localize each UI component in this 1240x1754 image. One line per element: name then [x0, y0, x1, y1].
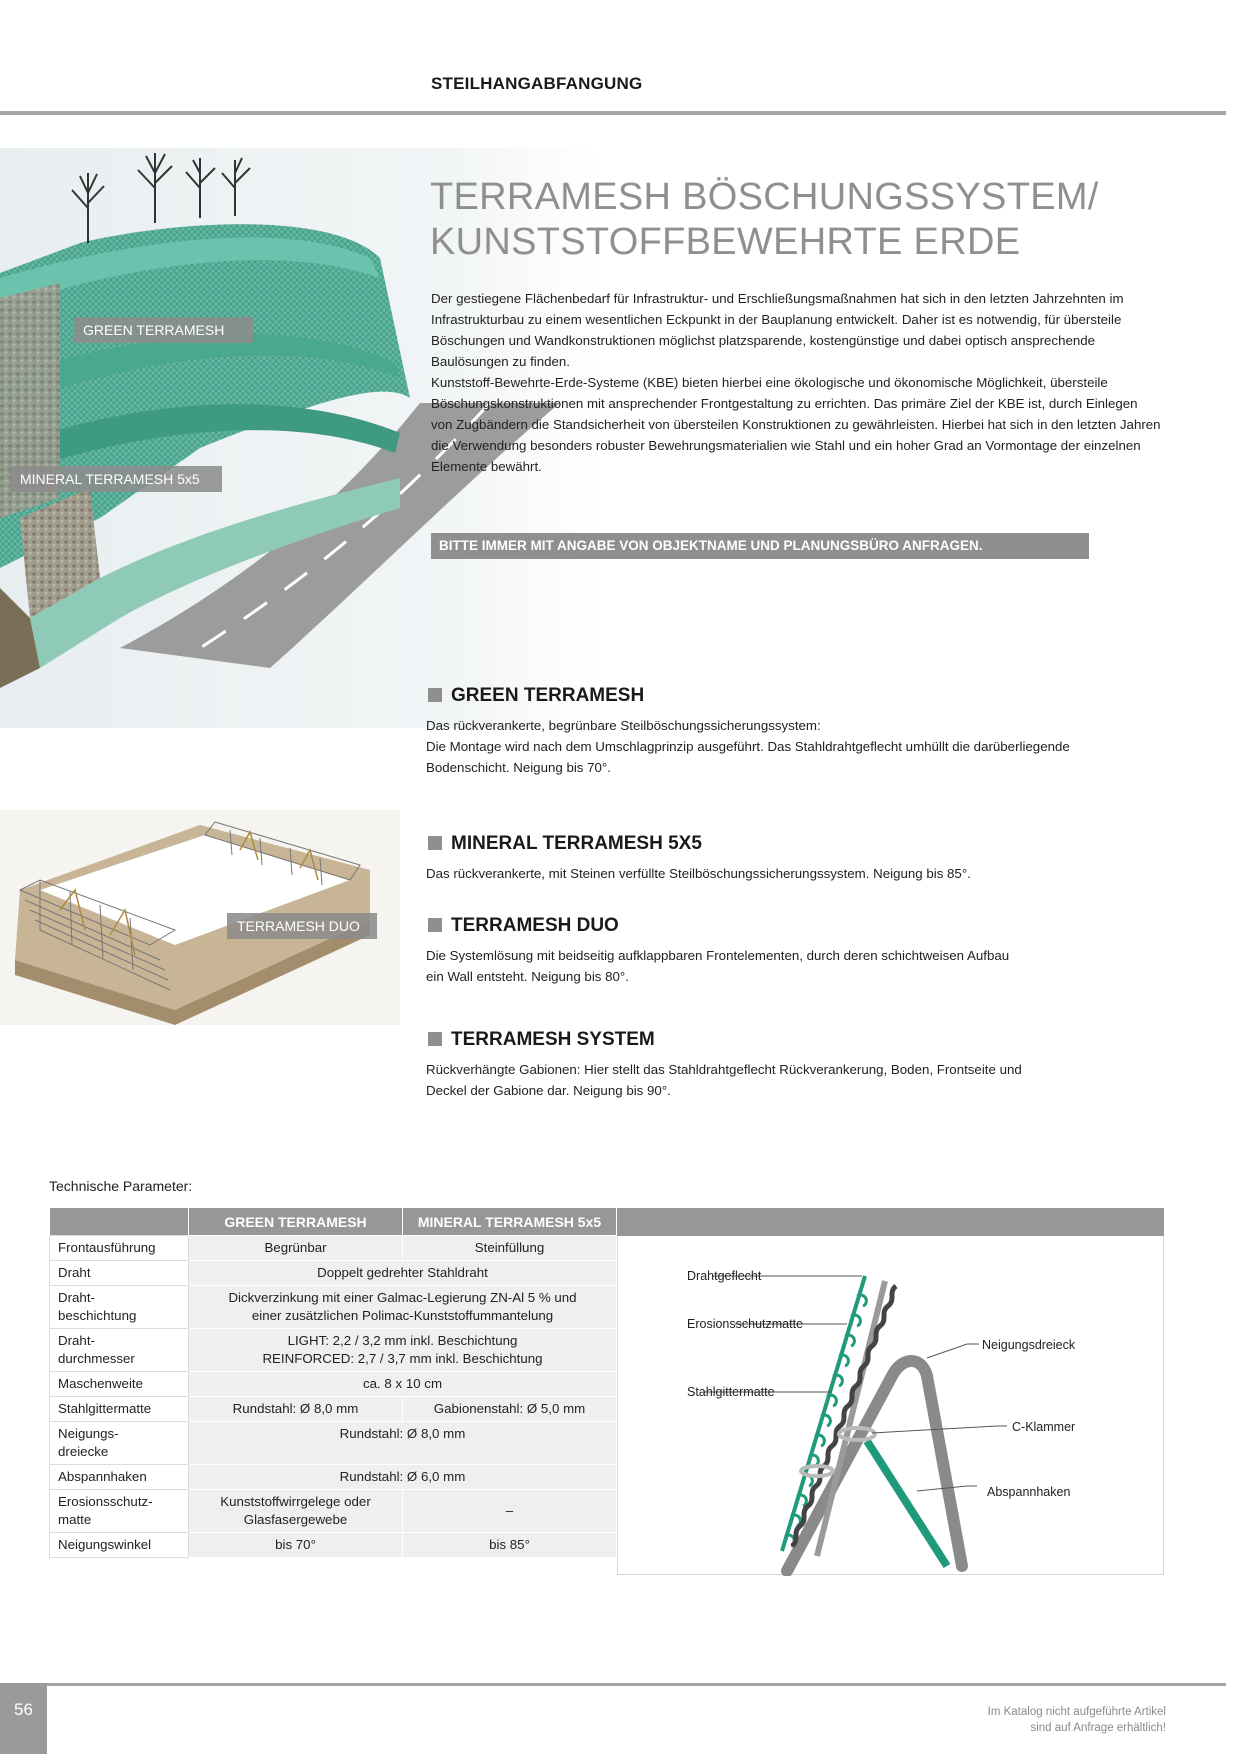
- inquiry-notice: BITTE IMMER MIT ANGABE VON OBJEKTNAME UND PLANUNGSBÜRO ANFRAGEN.: [431, 533, 1089, 559]
- bullet-square-icon: [428, 1032, 442, 1046]
- table-row: [50, 1533, 617, 1558]
- product-heading-duo: [428, 915, 619, 937]
- table-row: [50, 1329, 617, 1372]
- cell-shared: Doppelt gedrehter Stahldraht: [189, 1261, 617, 1286]
- row-header: [50, 1286, 189, 1329]
- cell-green: Begrünbar: [189, 1236, 403, 1261]
- product-text-system: [426, 1059, 1026, 1101]
- cell-shared: Rundstahl: Ø 6,0 mm: [189, 1465, 617, 1490]
- diagram-label-c-klammer: C-Klammer: [1012, 1420, 1076, 1434]
- diagram-label-abspannhaken: Abspannhaken: [987, 1485, 1071, 1499]
- row-header-line: beschichtung: [58, 1308, 137, 1323]
- diagram-label-erosionsschutzmatte: Erosionsschutzmatte: [687, 1317, 804, 1331]
- cell-green: bis 70°: [189, 1533, 403, 1558]
- label-mineral-terramesh: MINERAL TERRAMESH 5x5: [10, 466, 222, 492]
- row-header-line: matte: [58, 1512, 92, 1527]
- intro-paragraph-2: Kunststoff-Bewehrte-Erde-Systeme (KBE) bieten hierbei eine ökologische und ökonomische Möglichkeit, übersteile Böschungskonstruktionen mit ansprechender Frontgestaltung zu errichten. Das primäre Ziel der KBE ist, durch Einlegen von Zugbändern die Standsicherheit von übersteilen Konstruktionen zu gewährleisten. Hierbei hat sich in den letzten Jahren die Verwendung besonders robuster Bewehrungsmaterialien wie Stahl und ein hoher Grad an Vormontage der einzelnen Elemente bewährt.: [431, 375, 1161, 474]
- cell-mineral: Gabionenstahl: Ø 5,0 mm: [403, 1397, 617, 1422]
- product-desc-line: Die Systemlösung mit beidseitig aufklappbaren Frontelementen, durch deren schichtweisen Aufbau ein Wall entsteht. Neigung bis 80°.: [426, 948, 1010, 984]
- product-heading-system: [428, 1029, 655, 1051]
- table-header-green: GREEN TERRAMESH: [189, 1208, 403, 1236]
- table-row: [50, 1261, 617, 1286]
- cell-green: Rundstahl: Ø 8,0 mm: [189, 1397, 403, 1422]
- diagram-label-drahtgeflecht: Drahtgeflecht: [687, 1269, 762, 1283]
- cell-mineral: Steinfüllung: [403, 1236, 617, 1261]
- bullet-square-icon: [428, 918, 442, 932]
- row-header: Neigungswinkel: [50, 1533, 189, 1558]
- product-desc-line: Das rückverankerte, mit Steinen verfüllte Steilböschungssicherungssystem. Neigung bis 85°.: [426, 866, 971, 881]
- cell-line: einer zusätzlichen Polimac-Kunststoffummantelung: [251, 1308, 554, 1323]
- row-header: Frontausführung: [50, 1236, 189, 1261]
- row-header-line: Draht-: [58, 1333, 95, 1348]
- terramesh-component-diagram: [617, 1236, 1164, 1576]
- row-header: [50, 1422, 189, 1465]
- product-title: GREEN TERRAMESH: [451, 685, 645, 706]
- section-title: STEILHANGABFANGUNG: [431, 74, 643, 93]
- diagram-label-neigungsdreieck: Neigungsdreieck: [982, 1338, 1076, 1352]
- row-header: Draht: [50, 1261, 189, 1286]
- row-header: Abspannhaken: [50, 1465, 189, 1490]
- cell-line: Dickverzinkung mit einer Galmac-Legierung ZN-Al 5 % und: [228, 1290, 577, 1305]
- page-title: [430, 175, 1099, 265]
- header-divider: [0, 111, 1226, 115]
- product-text-mineral: [426, 863, 1146, 884]
- cell-shared: Rundstahl: Ø 8,0 mm: [189, 1422, 617, 1465]
- cell-green: [189, 1490, 403, 1533]
- cell-line: REINFORCED: 2,7 / 3,7 mm inkl. Beschichtung: [262, 1351, 543, 1366]
- row-header: [50, 1490, 189, 1533]
- table-row: [50, 1397, 617, 1422]
- product-title: TERRAMESH DUO: [451, 915, 619, 936]
- bullet-square-icon: [428, 836, 442, 850]
- intro-text: [431, 288, 1161, 477]
- cell-line: Glasfasergewebe: [243, 1512, 348, 1527]
- table-header-empty: [50, 1208, 189, 1236]
- product-desc-line: Rückverhängte Gabionen: Hier stellt das Stahldrahtgeflecht Rückverankerung, Boden, Frontseite und Deckel der Gabione dar. Neigung bis 90°.: [426, 1062, 1022, 1098]
- table-row: [50, 1236, 617, 1261]
- table-row: [50, 1372, 617, 1397]
- row-header-line: Neigungs-: [58, 1426, 119, 1441]
- row-header: Stahlgittermatte: [50, 1397, 189, 1422]
- row-header-line: Draht-: [58, 1290, 95, 1305]
- cell-shared: [189, 1286, 617, 1329]
- table-row: [50, 1490, 617, 1533]
- product-desc-line: Die Montage wird nach dem Umschlagprinzip ausgeführt. Das Stahldrahtgeflecht umhüllt die darüberliegende Bodenschicht. Neigung bis 70°.: [426, 739, 1070, 775]
- product-heading-green: [428, 685, 644, 707]
- row-header-line: dreiecke: [58, 1444, 109, 1459]
- cell-shared: ca. 8 x 10 cm: [189, 1372, 617, 1397]
- cell-line: LIGHT: 2,2 / 3,2 mm inkl. Beschichtung: [287, 1333, 518, 1348]
- row-header-line: durchmesser: [58, 1351, 135, 1366]
- tech-params-table: [49, 1208, 617, 1558]
- table-row: [50, 1422, 617, 1465]
- tech-params-label: Technische Parameter:: [49, 1178, 193, 1194]
- footer-divider: [47, 1683, 1226, 1686]
- intro-paragraph-1: Der gestiegene Flächenbedarf für Infrastruktur- und Erschließungsmaßnahmen hat sich in den letzten Jahrzehnten im Infrastrukturbau zu einem wesentlichen Eckpunkt in der Bauplanung entwickelt. Daher ist es notwendig, für übersteile Böschungen und Wandkonstruktionen möglichst platzsparende, kostengünstige und dabei optisch ansprechende Baulösungen zu finden.: [431, 291, 1124, 369]
- table-header-blank: [617, 1208, 1164, 1236]
- label-green-terramesh: GREEN TERRAMESH: [73, 317, 253, 343]
- bullet-square-icon: [428, 688, 442, 702]
- product-desc-line: Das rückverankerte, begrünbare Steilböschungssicherungssystem:: [426, 718, 821, 733]
- product-title: TERRAMESH SYSTEM: [451, 1029, 655, 1050]
- label-terramesh-duo: TERRAMESH DUO: [227, 913, 377, 939]
- table-header-mineral: MINERAL TERRAMESH 5x5: [403, 1208, 617, 1236]
- product-text-duo: [426, 945, 1026, 987]
- cell-shared: [189, 1329, 617, 1372]
- cell-line: Kunststoffwirrgelege oder: [220, 1494, 371, 1509]
- table-header-row: [50, 1208, 617, 1236]
- row-header-line: Erosionsschutz-: [58, 1494, 153, 1509]
- table-row: [50, 1465, 617, 1490]
- product-heading-mineral: [428, 833, 702, 855]
- product-text-green: [426, 715, 1146, 778]
- footer-note: [988, 1704, 1166, 1736]
- cell-mineral: –: [403, 1490, 617, 1533]
- page-number: 56: [14, 1700, 33, 1719]
- row-header: [50, 1329, 189, 1372]
- footer-note-line: sind auf Anfrage erhältlich!: [1030, 1722, 1166, 1734]
- table-row: [50, 1286, 617, 1329]
- footer-note-line: Im Katalog nicht aufgeführte Artikel: [987, 1706, 1166, 1718]
- page-title-line-1: TERRAMESH BÖSCHUNGSSYSTEM/: [430, 176, 1099, 218]
- cell-mineral: bis 85°: [403, 1533, 617, 1558]
- page-title-line-2: KUNSTSTOFFBEWEHRTE ERDE: [430, 221, 1021, 263]
- product-title: MINERAL TERRAMESH 5X5: [451, 833, 702, 854]
- diagram-label-stahlgittermatte: Stahlgittermatte: [687, 1385, 775, 1399]
- row-header: Maschenweite: [50, 1372, 189, 1397]
